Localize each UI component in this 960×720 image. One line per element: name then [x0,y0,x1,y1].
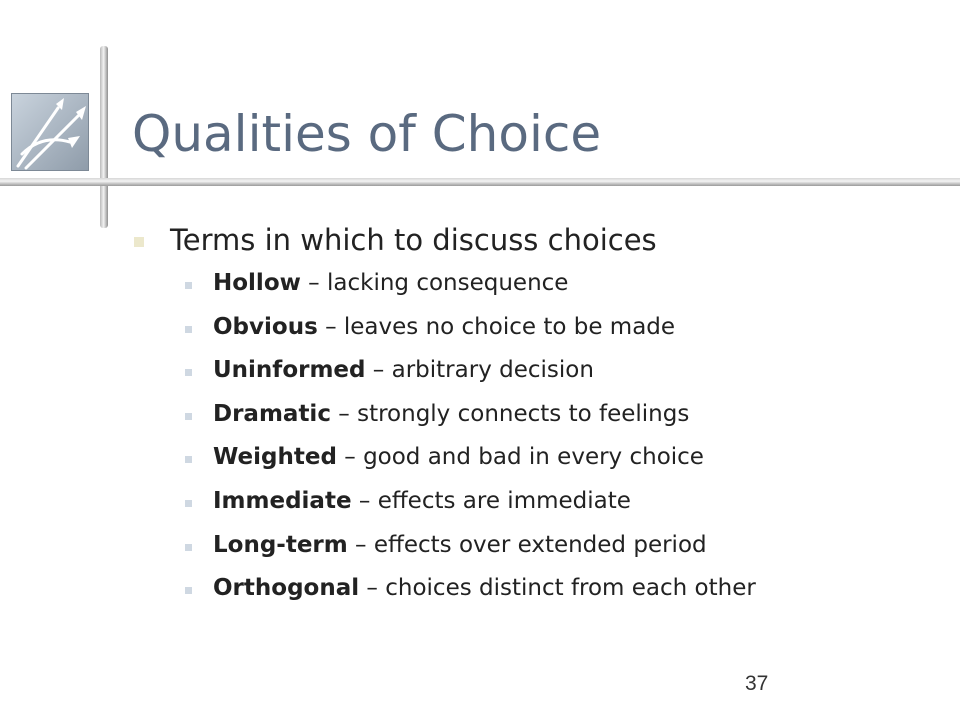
square-bullet-icon [185,282,192,289]
term: Long-term [213,531,348,558]
term-description: choices distinct from each other [385,575,756,602]
term-list [134,265,934,614]
separator: – [351,487,378,514]
term-description: effects over extended period [373,531,707,558]
term-description: strongly connects to feelings [357,400,690,427]
list-item [134,439,934,483]
square-bullet-icon [185,587,192,594]
list-item [134,483,934,527]
term-description: lacking consequence [327,270,569,296]
separator: – [330,400,358,427]
square-bullet-icon [185,456,192,463]
separator: – [359,575,386,602]
square-bullet-icon [185,500,192,507]
term-description: effects are immediate [377,487,631,514]
square-bullet-icon [185,326,192,333]
separator: – [365,357,392,384]
separator: – [317,313,344,340]
separator: – [347,531,374,558]
square-bullet-icon [134,237,144,247]
list-item [134,396,934,440]
vertical-divider [100,46,108,228]
term: Orthogonal [213,575,360,602]
term: Hollow [213,270,301,296]
quill-pens-icon [11,93,89,171]
square-bullet-icon [185,544,192,551]
term: Uninformed [213,357,366,384]
term-description: leaves no choice to be made [343,313,676,340]
bullet-heading [134,220,934,262]
list-item [134,527,934,571]
term-description: arbitrary decision [391,357,594,384]
separator: – [336,444,364,471]
page-number: 37 [745,672,769,695]
term: Obvious [213,313,318,340]
bullet-heading-text: Terms in which to discuss choices [170,223,657,257]
separator: – [300,270,327,296]
list-item [134,265,934,309]
slide-title: Qualities of Choice [132,105,602,163]
term: Weighted [213,444,337,471]
bullet-content [134,220,934,614]
term: Dramatic [213,400,331,427]
list-item [134,570,934,614]
square-bullet-icon [185,413,192,420]
term-description: good and bad in every choice [363,444,704,471]
horizontal-divider [0,178,960,186]
list-item [134,309,934,353]
term: Immediate [213,487,352,514]
list-item [134,352,934,396]
square-bullet-icon [185,369,192,376]
